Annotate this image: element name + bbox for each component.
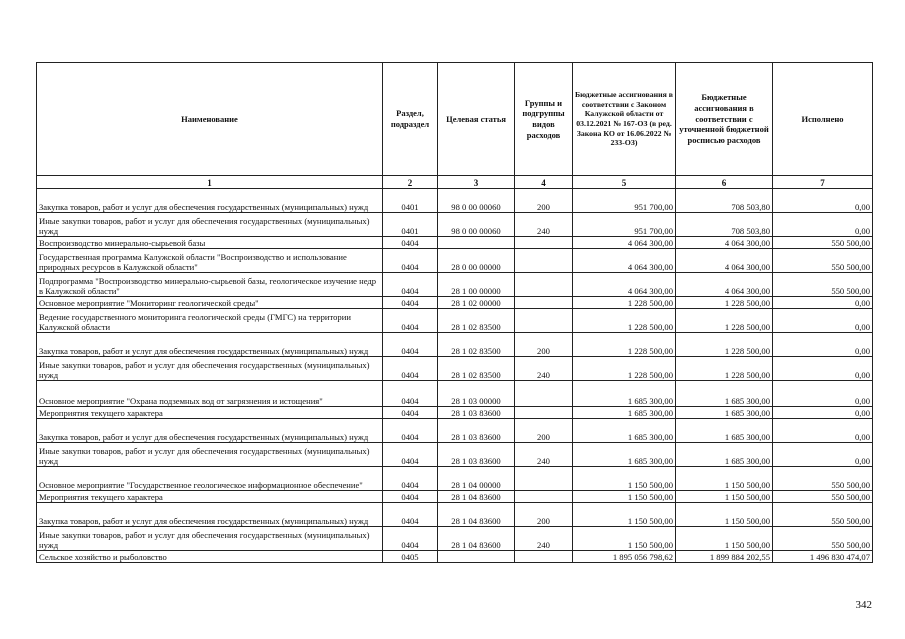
table-row [37,503,873,527]
row-target-article: 28 1 02 83500 [438,357,515,381]
row-expense-group [515,273,573,297]
row-executed-amount: 0,00 [773,189,873,213]
row-expense-group [515,297,573,309]
row-target-article: 28 1 03 00000 [438,381,515,407]
row-planned-amount: 1 150 500,00 [573,527,676,551]
row-name: Государственная программа Калужской области "Воспроизводство и использование природных ресурсов в Калужской области" [37,249,383,273]
row-expense-group [515,407,573,419]
row-executed-amount: 0,00 [773,309,873,333]
header-executed: Исполнено [773,63,873,176]
row-target-article: 28 1 00 00000 [438,273,515,297]
row-section: 0404 [383,467,438,491]
row-expense-group [515,551,573,563]
row-planned-amount: 951 700,00 [573,213,676,237]
row-expense-group: 240 [515,443,573,467]
row-refined-amount: 4 064 300,00 [676,249,773,273]
row-section: 0404 [383,237,438,249]
row-refined-amount: 4 064 300,00 [676,273,773,297]
row-target-article: 28 1 02 83500 [438,309,515,333]
row-target-article: 28 1 04 83600 [438,491,515,503]
row-target-article: 28 1 04 83600 [438,503,515,527]
table-row [37,381,873,407]
row-name: Основное мероприятие "Охрана подземных вод от загрязнения и истощения" [37,381,383,407]
row-refined-amount: 1 228 500,00 [676,309,773,333]
row-section: 0404 [383,297,438,309]
row-target-article: 28 1 03 83600 [438,443,515,467]
row-refined-amount: 1 685 300,00 [676,407,773,419]
row-refined-amount: 1 685 300,00 [676,443,773,467]
row-planned-amount: 4 064 300,00 [573,237,676,249]
table-row [37,249,873,273]
row-section: 0404 [383,249,438,273]
row-name: Мероприятия текущего характера [37,407,383,419]
row-name: Основное мероприятие "Государственное геологическое информационное обеспечение" [37,467,383,491]
row-target-article: 28 1 03 83600 [438,407,515,419]
row-target-article: 28 1 02 00000 [438,297,515,309]
row-target-article: 98 0 00 00060 [438,189,515,213]
row-target-article: 28 1 04 00000 [438,467,515,491]
row-planned-amount: 951 700,00 [573,189,676,213]
row-executed-amount: 0,00 [773,381,873,407]
page-number: 342 [855,599,872,611]
row-name: Основное мероприятие "Мониторинг геологической среды" [37,297,383,309]
column-number: 1 [37,176,383,189]
row-name: Закупка товаров, работ и услуг для обеспечения государственных (муниципальных) нужд [37,419,383,443]
row-expense-group [515,491,573,503]
row-section: 0404 [383,357,438,381]
row-planned-amount: 1 228 500,00 [573,357,676,381]
row-refined-amount: 1 899 884 202,55 [676,551,773,563]
row-target-article: 98 0 00 00060 [438,213,515,237]
row-executed-amount: 0,00 [773,297,873,309]
row-planned-amount: 1 685 300,00 [573,381,676,407]
row-executed-amount: 0,00 [773,333,873,357]
row-executed-amount: 0,00 [773,407,873,419]
row-refined-amount: 1 150 500,00 [676,467,773,491]
header-name: Наименование [37,63,383,176]
row-expense-group: 200 [515,419,573,443]
row-section: 0404 [383,443,438,467]
row-executed-amount: 550 500,00 [773,249,873,273]
table-row [37,551,873,563]
table-row [37,189,873,213]
row-executed-amount: 0,00 [773,443,873,467]
row-executed-amount: 0,00 [773,213,873,237]
row-expense-group [515,381,573,407]
row-planned-amount: 1 228 500,00 [573,333,676,357]
table-row [37,237,873,249]
row-refined-amount: 708 503,80 [676,189,773,213]
row-expense-group: 240 [515,357,573,381]
row-refined-amount: 1 685 300,00 [676,419,773,443]
table-row [37,527,873,551]
row-refined-amount: 708 503,80 [676,213,773,237]
row-planned-amount: 1 228 500,00 [573,309,676,333]
row-target-article: 28 0 00 00000 [438,249,515,273]
table-row [37,309,873,333]
row-target-article: 28 1 04 83600 [438,527,515,551]
row-refined-amount: 1 150 500,00 [676,527,773,551]
column-number: 3 [438,176,515,189]
row-section: 0404 [383,381,438,407]
row-executed-amount: 550 500,00 [773,527,873,551]
row-executed-amount: 550 500,00 [773,237,873,249]
row-name: Иные закупки товаров, работ и услуг для обеспечения государственных (муниципальных) нужд [37,443,383,467]
table-row [37,297,873,309]
row-target-article: 28 1 02 83500 [438,333,515,357]
row-executed-amount: 550 500,00 [773,467,873,491]
row-section: 0404 [383,273,438,297]
row-expense-group: 200 [515,189,573,213]
row-section: 0404 [383,527,438,551]
column-number: 7 [773,176,873,189]
header-group: Группы и подгруппы видов расходов [515,63,573,176]
row-planned-amount: 1 895 056 798,62 [573,551,676,563]
row-planned-amount: 1 685 300,00 [573,443,676,467]
row-section: 0404 [383,309,438,333]
row-planned-amount: 1 685 300,00 [573,407,676,419]
row-section: 0401 [383,213,438,237]
row-expense-group: 200 [515,333,573,357]
row-refined-amount: 1 150 500,00 [676,503,773,527]
row-expense-group [515,249,573,273]
row-name: Иные закупки товаров, работ и услуг для обеспечения государственных (муниципальных) нужд [37,527,383,551]
row-executed-amount: 550 500,00 [773,491,873,503]
table-row [37,491,873,503]
column-number: 6 [676,176,773,189]
row-executed-amount: 0,00 [773,419,873,443]
row-planned-amount: 4 064 300,00 [573,273,676,297]
row-name: Закупка товаров, работ и услуг для обеспечения государственных (муниципальных) нужд [37,333,383,357]
row-expense-group: 200 [515,503,573,527]
row-refined-amount: 1 228 500,00 [676,357,773,381]
row-planned-amount: 1 685 300,00 [573,419,676,443]
row-name: Подпрограмма "Воспроизводство минерально-сырьевой базы, геологическое изучение недр в Калужской области" [37,273,383,297]
row-expense-group: 240 [515,213,573,237]
header-planned: Бюджетные ассигнования в соответствии с Законом Калужской области от 03.12.2021 № 167-ОЗ (в ред. Закона КО от 16.06.2022 № 233-ОЗ) [573,63,676,176]
table-row [37,443,873,467]
budget-table [36,62,873,563]
row-name: Закупка товаров, работ и услуг для обеспечения государственных (муниципальных) нужд [37,189,383,213]
row-target-article: 28 1 03 83600 [438,419,515,443]
row-refined-amount: 1 228 500,00 [676,333,773,357]
row-target-article [438,551,515,563]
table-row [37,407,873,419]
table-row [37,213,873,237]
row-section: 0404 [383,419,438,443]
table-row [37,419,873,443]
column-number: 4 [515,176,573,189]
row-section: 0401 [383,189,438,213]
table-row [37,273,873,297]
row-executed-amount: 550 500,00 [773,273,873,297]
header-refined: Бюджетные ассигнования в соответствии с уточненной бюджетной росписью расходов [676,63,773,176]
column-number-row [37,176,873,189]
row-planned-amount: 1 228 500,00 [573,297,676,309]
row-planned-amount: 1 150 500,00 [573,503,676,527]
row-executed-amount: 1 496 830 474,07 [773,551,873,563]
row-section: 0404 [383,503,438,527]
header-section: Раздел, подраздел [383,63,438,176]
table-body [37,189,873,563]
row-planned-amount: 4 064 300,00 [573,249,676,273]
column-number: 5 [573,176,676,189]
row-refined-amount: 1 685 300,00 [676,381,773,407]
row-target-article [438,237,515,249]
row-name: Иные закупки товаров, работ и услуг для обеспечения государственных (муниципальных) нужд [37,357,383,381]
row-section: 0404 [383,491,438,503]
row-refined-amount: 1 150 500,00 [676,491,773,503]
table-row [37,467,873,491]
row-section: 0404 [383,407,438,419]
row-name: Закупка товаров, работ и услуг для обеспечения государственных (муниципальных) нужд [37,503,383,527]
header-row [37,63,873,176]
row-name: Ведение государственного мониторинга геологической среды (ГМГС) на территории Калужской области [37,309,383,333]
row-planned-amount: 1 150 500,00 [573,491,676,503]
header-target: Целевая статья [438,63,515,176]
row-refined-amount: 1 228 500,00 [676,297,773,309]
row-name: Сельское хозяйство и рыболовство [37,551,383,563]
row-expense-group [515,309,573,333]
row-executed-amount: 0,00 [773,357,873,381]
row-refined-amount: 4 064 300,00 [676,237,773,249]
row-section: 0404 [383,333,438,357]
table-row [37,333,873,357]
row-name: Мероприятия текущего характера [37,491,383,503]
row-expense-group [515,467,573,491]
row-name: Воспроизводство минерально-сырьевой базы [37,237,383,249]
column-number: 2 [383,176,438,189]
table-row [37,357,873,381]
row-expense-group [515,237,573,249]
row-planned-amount: 1 150 500,00 [573,467,676,491]
row-executed-amount: 550 500,00 [773,503,873,527]
row-expense-group: 240 [515,527,573,551]
row-section: 0405 [383,551,438,563]
row-name: Иные закупки товаров, работ и услуг для обеспечения государственных (муниципальных) нужд [37,213,383,237]
